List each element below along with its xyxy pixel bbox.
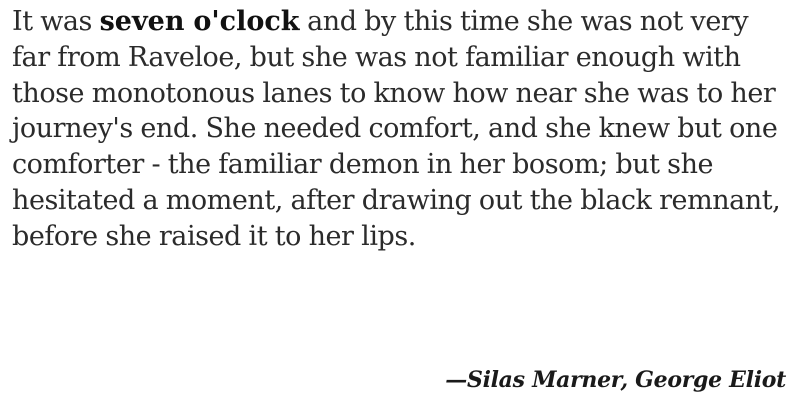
quote-attribution: —Silas Marner, George Eliot [445,367,786,393]
quote-text-rest: and by this time she was not very far from Raveloe, but she was not familiar enough with those monotonous lanes to know how near she was to her journey's end. She needed comfort, and she knew but one comforter - the familiar demon in her bosom; but she hesitated a moment, after drawing out the black remnant, before she raised it to her lips. [12,6,781,252]
quote-emphasis: seven o'clock [99,6,300,37]
quote-text-start: It was [12,6,100,37]
quote-paragraph [12,4,792,255]
